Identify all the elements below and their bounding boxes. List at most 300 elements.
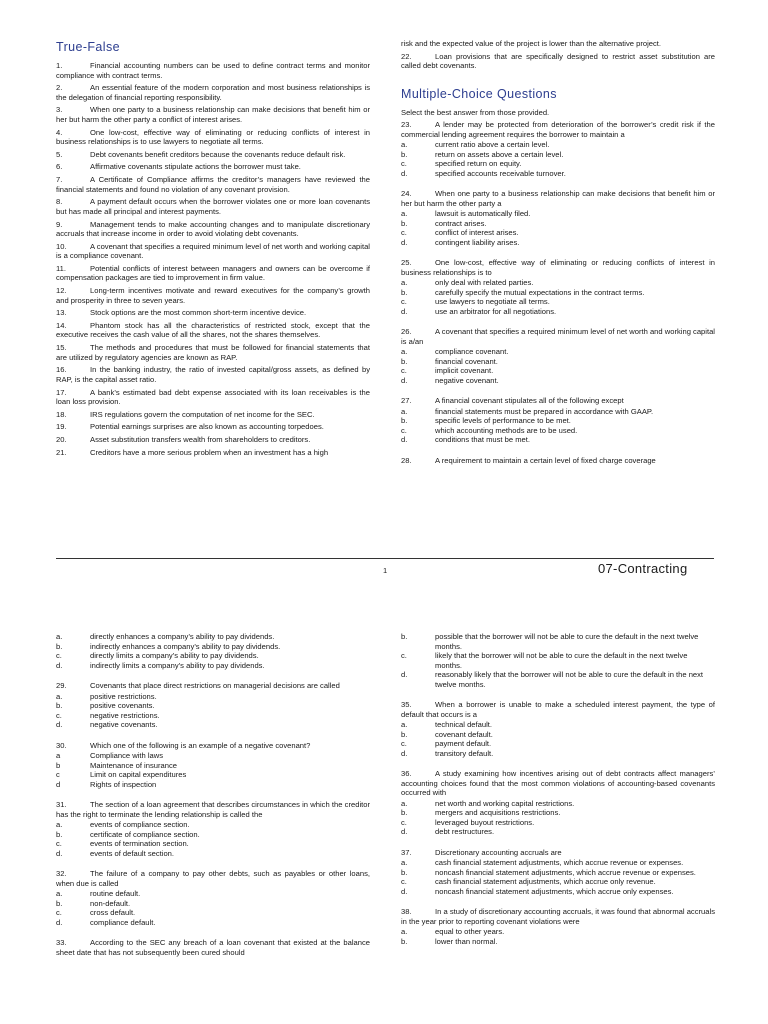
option-text: reasonably likely that the borrower will not be able to cure the default in the next twelve months. (435, 670, 704, 689)
answer-option (56, 642, 370, 652)
answer-option (56, 701, 370, 711)
option-letter: c. (401, 817, 407, 827)
option-letter: b. (401, 287, 408, 297)
option-text: events of termination section. (90, 839, 189, 848)
true-false-heading: True-False (56, 40, 120, 54)
option-letter: d. (56, 720, 63, 729)
option-letter: d. (56, 917, 63, 927)
multiple-choice-list (401, 120, 715, 465)
option-letter: d. (401, 306, 408, 316)
option-letter: a. (56, 691, 63, 701)
answer-option (401, 150, 715, 160)
option-text: equal to other years. (435, 927, 505, 936)
question-text: Stock options are the most common short-term incentive device. (90, 308, 307, 318)
option-text: covenant default. (435, 729, 493, 739)
question-text: Potential conflicts of interest between managers and owners can be overcome if compensation packages are tied to improvement in firm value. (56, 263, 370, 283)
question-28 (401, 456, 715, 466)
question-text: Long-term incentives motivate and reward executives for the company’s growth and prosperity in three to seven years. (56, 286, 370, 305)
question-block (401, 700, 715, 758)
option-letter: c. (401, 877, 407, 886)
option-letter: b. (401, 936, 408, 946)
question-text: Management tends to make accounting changes and to manipulate discretionary accruals that increase income in order to avoid violating debt covenants. (56, 219, 370, 238)
answer-option (401, 169, 715, 179)
question-text: A Certificate of Compliance affirms the creditor’s managers have reviewed the financial statements and found no violation of any covenant provision. (56, 175, 370, 194)
option-text: certificate of compliance section. (90, 829, 200, 839)
question-6 (56, 162, 370, 172)
option-text: use an arbitrator for all negotiations. (435, 306, 557, 316)
question-number: 12. (56, 286, 67, 296)
answer-option (401, 347, 715, 357)
answer-option (401, 278, 715, 288)
question-number: 1. (56, 61, 63, 70)
answer-option (401, 209, 715, 219)
question-25 (401, 258, 715, 277)
question-number: 13. (56, 308, 67, 318)
option-letter: c. (401, 159, 407, 169)
p2-left-questions (56, 681, 370, 957)
question-number: 36. (401, 769, 412, 778)
option-text: positive covenants. (90, 701, 155, 710)
question-block (401, 456, 715, 466)
answer-option (401, 435, 715, 445)
option-text: implicit covenant. (435, 366, 494, 376)
option-text: negative covenant. (435, 375, 499, 385)
option-letter: a. (401, 278, 408, 288)
answer-option (401, 877, 715, 887)
question-text: When one party to a business relationship can make decisions that benefit him or her but harm the other party a conflict of interest arises. (56, 105, 370, 124)
question-number: 21. (56, 447, 67, 457)
question-text: A covenant that specifies a required minimum level of net worth and working capital is a compliance covenant. (56, 241, 370, 261)
option-letter: c. (401, 297, 407, 307)
option-text: net worth and working capital restrictions. (435, 798, 575, 808)
multiple-choice-heading: Multiple-Choice Questions (401, 86, 557, 101)
answer-option (56, 908, 370, 918)
answer-option (401, 159, 715, 169)
option-letter: c. (401, 228, 407, 238)
question-text: When a borrower is unable to make a scheduled interest payment, the type of default that occurs is a (401, 700, 715, 719)
question-text: According to the SEC any breach of a loan covenant that existed at the balance sheet date that has not subsequently been cured should (56, 938, 370, 957)
option-text: specified accounts receivable turnover. (435, 168, 566, 178)
question-number: 15. (56, 343, 67, 353)
answer-option (56, 889, 370, 899)
question-35 (401, 700, 715, 719)
answer-option (401, 808, 715, 818)
option-text: lawsuit is automatically filed. (435, 209, 531, 219)
answer-option (56, 692, 370, 702)
answer-option (56, 711, 370, 721)
option-letter: a. (401, 209, 408, 219)
option-letter: b. (401, 356, 408, 366)
option-letter: d. (56, 848, 63, 858)
option-text: debt restructures. (435, 827, 495, 836)
question-block (56, 869, 370, 927)
option-letter: d. (401, 670, 408, 679)
answer-option (401, 927, 715, 937)
answer-option (401, 632, 715, 651)
option-text: mergers and acquisitions restrictions. (435, 808, 561, 817)
option-text: cash financial statement adjustments, which accrue revenue or expenses. (435, 858, 684, 867)
p2-right-column (401, 632, 715, 957)
option-text: specified return on equity. (435, 159, 522, 169)
answer-option (401, 730, 715, 740)
option-text: Maintenance of insurance (90, 760, 177, 770)
question-number: 27. (401, 396, 412, 406)
answer-option (56, 632, 370, 642)
option-letter: d. (401, 375, 408, 385)
question-30 (56, 741, 370, 751)
question-number: 9. (56, 219, 63, 229)
answer-option (56, 820, 370, 830)
option-letter: a. (401, 798, 408, 808)
option-letter: b. (401, 149, 408, 159)
question-text: Covenants that place direct restrictions on managerial decisions are called (90, 681, 340, 690)
question-text: An essential feature of the modern corporation and most business relationships is the delegation of financial reporting responsibility. (56, 83, 370, 102)
question-number: 38. (401, 907, 412, 916)
question-5 (56, 150, 370, 160)
option-text: contingent liability arises. (435, 237, 520, 247)
question-26 (401, 327, 715, 346)
option-text: cash financial statement adjustments, which accrue only revenue. (435, 877, 656, 886)
answer-option (401, 887, 715, 897)
question-8 (56, 197, 370, 216)
question-text: IRS regulations govern the computation of net income for the SEC. (90, 409, 315, 419)
answer-option (401, 219, 715, 229)
answer-option (401, 307, 715, 317)
answer-option (56, 849, 370, 859)
option-text: leveraged buyout restrictions. (435, 817, 535, 827)
option-text: compliance default. (90, 917, 156, 927)
option-letter: b. (56, 829, 63, 839)
q21-continuation: risk and the expected value of the project is lower than the alternative project. (401, 39, 662, 48)
question-19 (56, 422, 370, 432)
answer-option (56, 751, 370, 761)
answer-option (56, 720, 370, 730)
question-24 (401, 189, 715, 208)
option-letter: c. (401, 651, 407, 660)
option-text: transitory default. (435, 748, 494, 758)
question-number: 24. (401, 189, 412, 199)
question-block (401, 907, 715, 946)
question-12 (56, 286, 370, 305)
option-letter: d. (401, 168, 408, 178)
option-text: specific levels of performance to be met. (435, 416, 571, 426)
question-21 (56, 448, 370, 458)
option-letter: a. (401, 140, 408, 150)
option-letter: a. (401, 858, 408, 867)
question-number: 11. (56, 263, 66, 273)
question-33 (56, 938, 370, 957)
option-text: lower than normal. (435, 936, 498, 946)
question-text: One low-cost, effective way of eliminating or reducing conflicts of interest in business relationships is to (401, 258, 715, 277)
option-letter: c. (56, 710, 62, 720)
answer-option (56, 761, 370, 771)
question-number: 29. (56, 681, 67, 690)
option-text: likely that the borrower will not be able to cure the default in the next twelve months. (435, 651, 688, 670)
question-block (56, 938, 370, 957)
option-letter: b. (401, 867, 408, 877)
option-text: payment default. (435, 739, 492, 748)
option-text: Limit on capital expenditures (90, 770, 187, 779)
question-27 (401, 396, 715, 406)
question-15 (56, 343, 370, 362)
question-37 (401, 848, 715, 858)
question-text: A financial covenant stipulates all of the following except (435, 396, 624, 406)
question-number: 23. (401, 120, 412, 130)
option-letter: a. (401, 927, 408, 936)
question-31 (56, 800, 370, 819)
p1-left-column (56, 40, 370, 460)
question-block (56, 741, 370, 790)
option-letter: a. (56, 632, 63, 641)
option-letter: d. (401, 435, 408, 445)
option-letter: b. (401, 808, 408, 817)
question-number: 35. (401, 700, 412, 709)
question-number: 37. (401, 847, 412, 857)
question-number: 30. (56, 740, 67, 750)
option-text: routine default. (90, 889, 141, 898)
question-7 (56, 175, 370, 194)
option-letter: d (56, 779, 61, 789)
question-number: 6. (56, 162, 63, 172)
question-number: 19. (56, 422, 67, 432)
option-text: financial statements must be prepared in accordance with GAAP. (435, 406, 654, 416)
answer-option (56, 651, 370, 661)
answer-option (56, 839, 370, 849)
page-number: 1 (383, 566, 388, 575)
question-9 (56, 220, 370, 239)
option-text: conditions that must be met. (435, 435, 530, 445)
footer-rule (56, 558, 714, 559)
answer-option (401, 407, 715, 417)
option-text: technical default. (435, 720, 492, 729)
option-letter: c. (56, 651, 62, 660)
answer-option (401, 937, 715, 947)
answer-option (401, 858, 715, 868)
question-block (56, 681, 370, 730)
option-letter: c. (401, 739, 407, 748)
option-letter: c. (56, 908, 62, 917)
option-text: noncash financial statement adjustments, which accrue only expenses. (435, 886, 674, 896)
question-block (401, 396, 715, 445)
question-text: When one party to a business relationship can make decisions that benefit him or her but harm the other party a (401, 189, 715, 208)
question-block (401, 189, 715, 247)
true-false-list (56, 61, 370, 457)
question-text: One low-cost, effective way of eliminating or reducing conflicts of interest in business relationships is to use lawyers to negotiate all terms. (56, 127, 370, 147)
answer-option (401, 739, 715, 749)
option-text: negative covenants. (90, 720, 158, 729)
p1-right-column (401, 39, 715, 476)
mc-instructions: Select the best answer from those provided. (401, 107, 550, 117)
option-text: carefully specify the mutual expectations in the contract terms. (435, 287, 645, 297)
question-number: 7. (56, 175, 63, 185)
option-letter: a. (56, 820, 63, 829)
question-number: 14. (56, 320, 67, 330)
option-letter: d. (401, 748, 408, 758)
question-13 (56, 308, 370, 318)
question-text: Financial accounting numbers can be used to define contract terms and monitor compliance with contract terms. (56, 61, 370, 80)
question-number: 33. (56, 938, 67, 947)
option-text: cross default. (90, 908, 136, 917)
option-letter: b. (56, 701, 63, 710)
option-text: only deal with related parties. (435, 278, 534, 288)
option-text: Rights of inspection (90, 779, 157, 789)
question-number: 10. (56, 241, 67, 251)
answer-option (56, 780, 370, 790)
question-text: In a study of discretionary accounting accruals, it was found that abnormal accruals in the year prior to reporting covenant violations were (401, 907, 715, 926)
option-text: use lawyers to negotiate all terms. (435, 297, 550, 307)
answer-option (401, 416, 715, 426)
option-text: compliance covenant. (435, 347, 509, 357)
option-text: which accounting methods are to be used. (435, 425, 578, 435)
question-text: Which one of the following is an example of a negative covenant? (90, 740, 311, 750)
option-text: non-default. (90, 898, 131, 908)
question-number: 20. (56, 435, 67, 445)
question-4 (56, 128, 370, 147)
option-letter: c. (401, 425, 407, 435)
answer-option (401, 288, 715, 298)
answer-option (401, 140, 715, 150)
question-text: Creditors have a more serious problem when an investment has a high (90, 447, 329, 457)
option-letter: d. (401, 237, 408, 247)
option-text: current ratio above a certain level. (435, 140, 550, 150)
question-text: A study examining how incentives arising out of debt contracts affect managers’ accounting choices found that the most common violations of accounting-based covenants occurred with (401, 769, 715, 797)
option-text: possible that the borrower will not be able to cure the default in the next twelve months. (435, 632, 699, 651)
answer-option (401, 228, 715, 238)
question-17 (56, 388, 370, 407)
question-34-options (401, 632, 715, 689)
question-block (401, 848, 715, 897)
question-block (401, 769, 715, 837)
option-letter: d. (401, 886, 408, 896)
question-block (56, 800, 370, 858)
question-text: The failure of a company to pay other debts, such as payables or other loans, when due is called (56, 869, 370, 888)
question-2 (56, 83, 370, 102)
answer-option (401, 720, 715, 730)
question-block (401, 327, 715, 385)
question-22: 22. Loan provisions that are specifically designed to restrict asset substitution are called debt covenants. (401, 51, 715, 71)
chapter-title: 07-Contracting (598, 561, 688, 576)
question-text: Potential earnings surprises are also known as accounting torpedoes. (90, 422, 324, 432)
option-text: return on assets above a certain level. (435, 149, 564, 159)
question-text: A bank’s estimated bad debt expense associated with its loan receivables is the loan loss provision. (56, 387, 370, 406)
question-block (401, 258, 715, 316)
option-text: contract arises. (435, 218, 487, 228)
option-letter: b. (401, 729, 408, 739)
question-block (401, 120, 715, 178)
option-letter: a. (56, 889, 63, 898)
question-text: In the banking industry, the ratio of invested capital/gross assets, as defined by RAP, is the capital asset ratio. (56, 365, 370, 384)
option-text: positive restrictions. (90, 691, 157, 701)
answer-option (401, 357, 715, 367)
question-number: 4. (56, 127, 63, 137)
question-number: 31. (56, 800, 67, 809)
answer-option (56, 830, 370, 840)
option-letter: d. (56, 660, 63, 670)
option-text: directly limits a company’s ability to pay dividends. (90, 651, 259, 660)
question-29 (56, 681, 370, 691)
option-letter: c. (401, 366, 407, 376)
question-text: Asset substitution transfers wealth from shareholders to creditors. (90, 435, 311, 445)
question-number: 32. (56, 869, 67, 878)
question-number: 3. (56, 105, 63, 115)
question-number: 17. (56, 387, 67, 397)
option-text: events of default section. (90, 848, 175, 858)
option-text: directly enhances a company’s ability to pay dividends. (90, 632, 275, 641)
question-text: A payment default occurs when the borrower violates one or more loan covenants but has made all principal and interest payments. (56, 197, 370, 216)
answer-option (401, 238, 715, 248)
option-text: indirectly limits a company’s ability to pay dividends. (90, 660, 265, 670)
question-16 (56, 365, 370, 384)
question-28-options (56, 632, 370, 670)
question-number: 18. (56, 409, 67, 419)
option-letter: a. (401, 347, 408, 357)
answer-option (401, 376, 715, 386)
question-text: A requirement to maintain a certain level of fixed charge coverage (435, 455, 656, 465)
answer-option (401, 868, 715, 878)
question-11 (56, 264, 370, 283)
answer-option (401, 827, 715, 837)
answer-option (56, 918, 370, 928)
answer-option (401, 426, 715, 436)
question-text: The section of a loan agreement that describes circumstances in which the creditor has the right to terminate the lending relationship is called the (56, 800, 370, 819)
question-1 (56, 61, 370, 80)
question-text: Phantom stock has all the characteristics of restricted stock, except that the executive receives the cash value of all the shares, not the shares themselves. (56, 320, 370, 340)
option-text: events of compliance section. (90, 820, 190, 829)
question-text: Debt covenants benefit creditors because the covenants reduce default risk. (90, 149, 346, 159)
answer-option (401, 818, 715, 828)
option-letter: a (56, 751, 61, 760)
option-letter: b. (401, 218, 408, 228)
option-letter: b (56, 760, 61, 770)
question-text: Affirmative covenants stipulate actions the borrower must take. (90, 162, 301, 172)
question-number: 8. (56, 197, 63, 207)
answer-option (401, 366, 715, 376)
question-18 (56, 410, 370, 420)
question-text: The methods and procedures that must be followed for financial statements that are utilized by regulatory agencies are known as RAP. (56, 343, 370, 362)
question-36 (401, 769, 715, 798)
option-letter: c. (56, 839, 62, 848)
question-3 (56, 105, 370, 124)
option-letter: b. (56, 898, 63, 908)
question-38 (401, 907, 715, 926)
option-letter: a. (401, 406, 408, 416)
question-number: 16. (56, 365, 67, 375)
option-text: Compliance with laws (90, 751, 164, 760)
option-text: conflict of interest arises. (435, 228, 519, 238)
question-23 (401, 120, 715, 139)
answer-option (401, 749, 715, 759)
question-text: Discretionary accounting accruals are (435, 847, 562, 857)
option-letter: d. (401, 827, 408, 836)
option-letter: c (56, 770, 60, 779)
answer-option (56, 661, 370, 671)
p2-left-column (56, 632, 370, 968)
question-10 (56, 242, 370, 261)
option-text: financial covenant. (435, 356, 498, 366)
question-20 (56, 435, 370, 445)
question-32 (56, 869, 370, 888)
question-number: 2. (56, 83, 63, 93)
question-text: A covenant that specifies a required minimum level of net worth and working capital is a/an (401, 327, 715, 346)
option-text: indirectly enhances a company’s ability to pay dividends. (90, 641, 281, 651)
question-number: 28. (401, 455, 412, 465)
question-number: 25. (401, 258, 412, 268)
answer-option (401, 651, 715, 670)
p2-right-questions (401, 700, 715, 946)
question-text: A lender may be protected from deterioration of the borrower’s credit risk if the commercial lending agreement requires the borrower to maintain a (401, 120, 715, 139)
option-letter: a. (401, 720, 408, 729)
answer-option (401, 297, 715, 307)
